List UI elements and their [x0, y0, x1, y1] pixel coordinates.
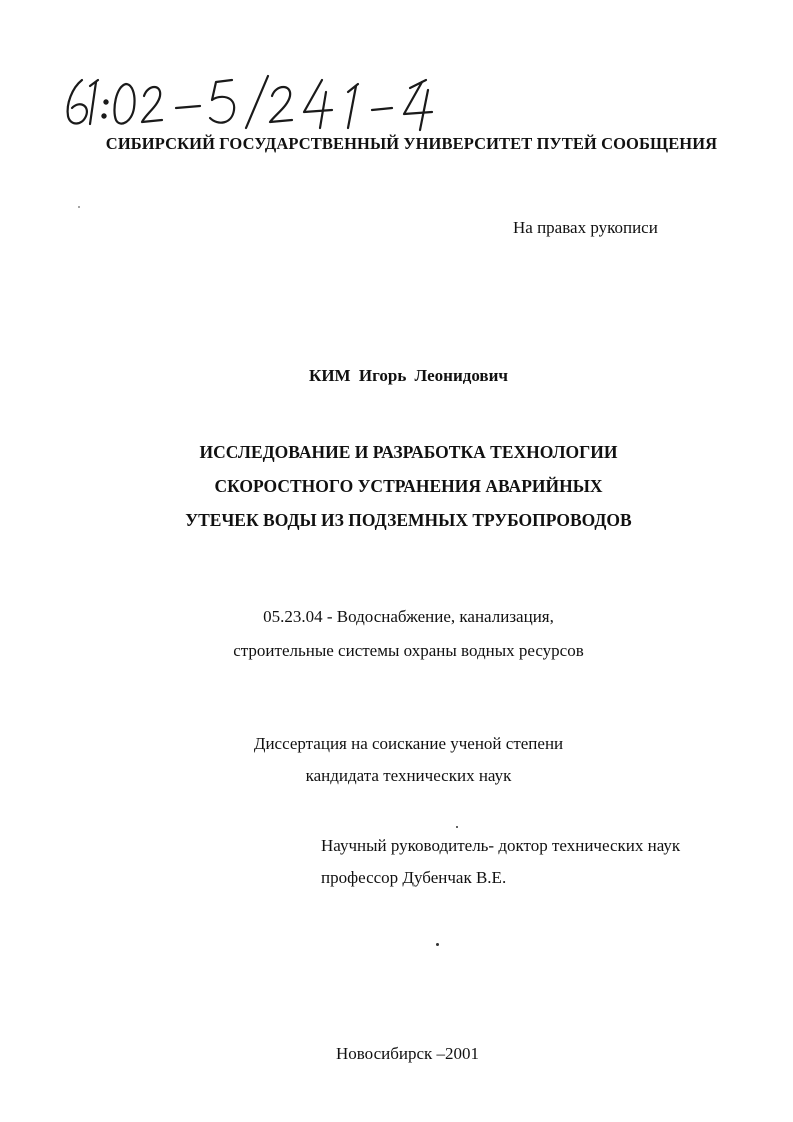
scientific-supervisor [321, 834, 680, 898]
specialty-code [0, 605, 793, 673]
degree-statement [0, 732, 793, 796]
title-line: СКОРОСТНОГО УСТРАНЕНИЯ АВАРИЙНЫХ [214, 476, 603, 496]
supervisor-line: профессор Дубенчак В.Е. [321, 868, 507, 887]
degree-line: Диссертация на соискание ученой степени [253, 734, 564, 753]
scan-speck [456, 826, 458, 828]
handwritten-shelfmark [60, 66, 490, 136]
university-name: СИБИРСКИЙ ГОСУДАРСТВЕННЫЙ УНИВЕРСИТЕТ ПУТЕЙ СООБЩЕНИЯ [105, 134, 718, 153]
dissertation-title [0, 439, 793, 541]
title-line: УТЕЧЕК ВОДЫ ИЗ ПОДЗЕМНЫХ ТРУБОПРОВОДОВ [185, 510, 632, 530]
scan-speck [436, 943, 439, 946]
specialty-line: строительные системы охраны водных ресурсов [233, 641, 584, 660]
city-year: Новосибирск –2001 [335, 1044, 480, 1063]
title-line: ИССЛЕДОВАНИЕ И РАЗРАБОТКА ТЕХНОЛОГИИ [199, 442, 618, 462]
scan-speck [78, 206, 80, 208]
supervisor-line: Научный руководитель- доктор технических наук [321, 836, 681, 855]
author-name: КИМ Игорь Леонидович [309, 366, 508, 385]
specialty-line: 05.23.04 - Водоснабжение, канализация, [263, 607, 554, 626]
manuscript-rights-note: На правах рукописи [513, 218, 658, 237]
degree-line: кандидата технических наук [305, 766, 512, 785]
